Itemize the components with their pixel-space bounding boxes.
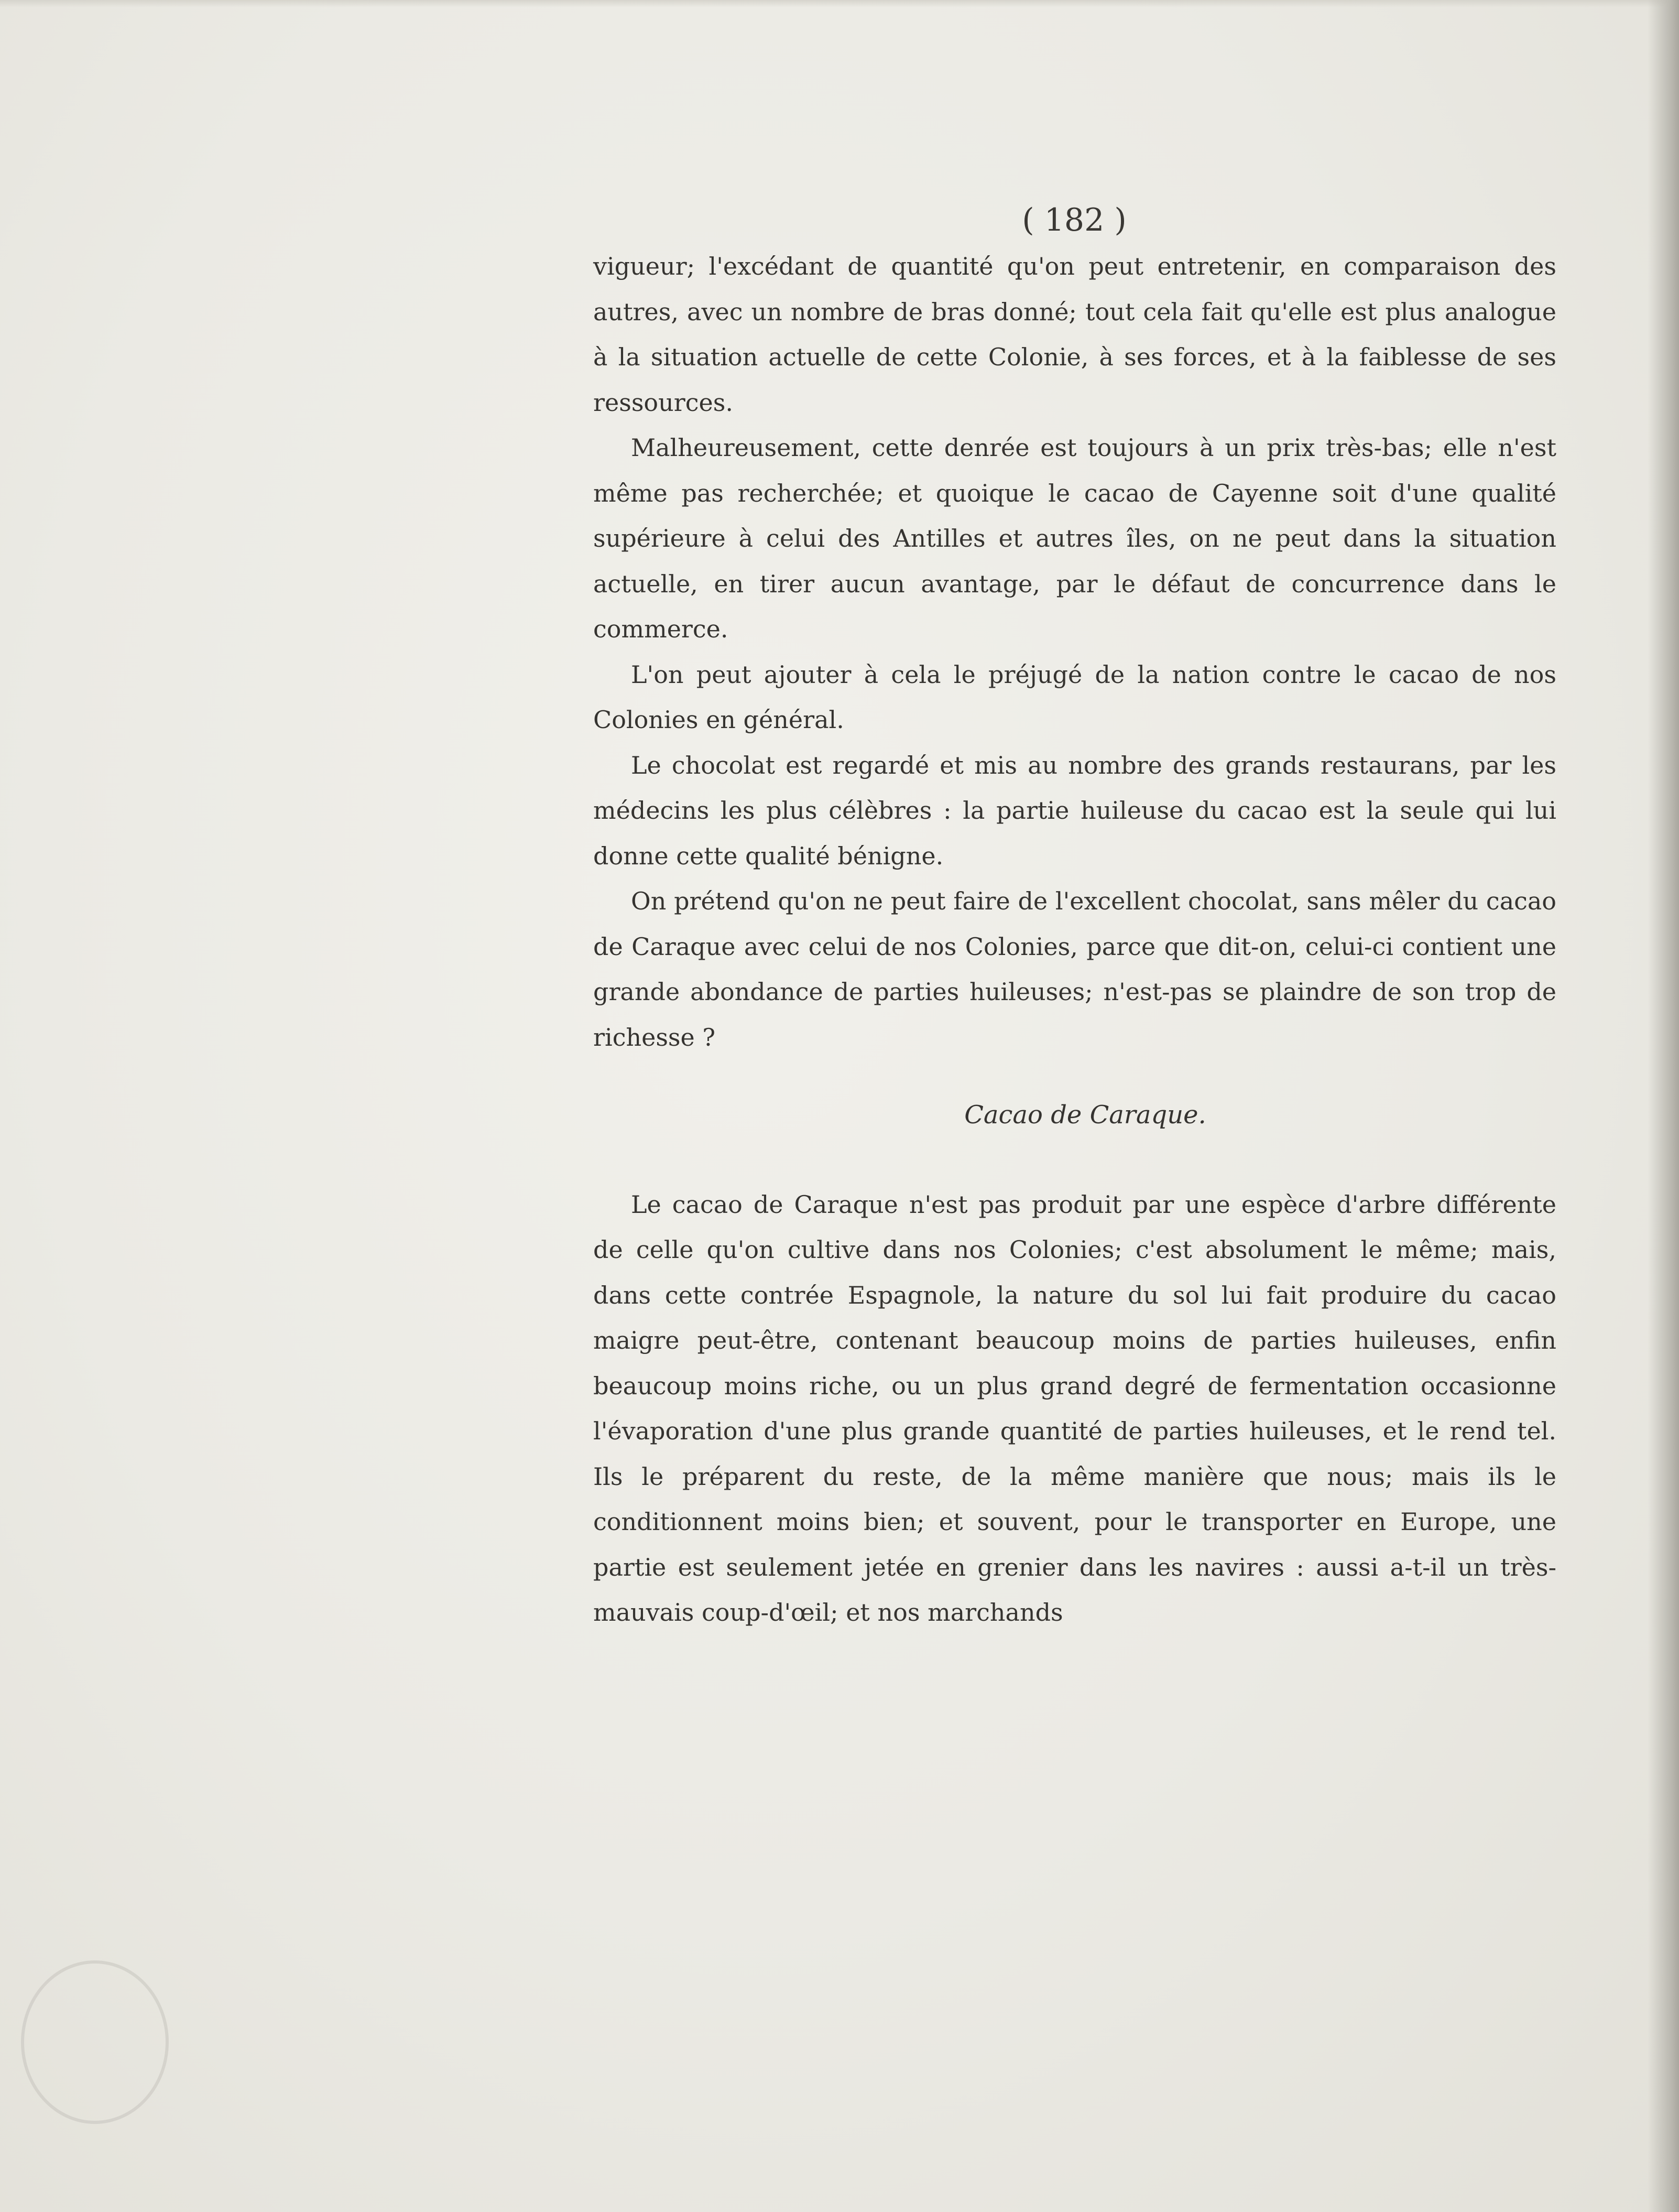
body-text <box>593 244 1556 1635</box>
paragraph-prejudice: L'on peut ajouter à cela le préjugé de la nation contre le cacao de nos Colonies en général. <box>593 660 1556 734</box>
paragraph-continuation: vigueur; l'excédant de quantité qu'on peut entretenir, en comparaison des autres, avec un nombre de bras donné; tout cela fait qu'elle est plus analogue à la situation actuelle de cette Colonie, à ses forces, et à la faiblesse de ses ressources. <box>593 252 1556 417</box>
library-stamp-mark <box>21 1960 169 2124</box>
page-number: ( 182 ) <box>1022 202 1127 238</box>
binding-shadow <box>1648 0 1679 2212</box>
paragraph-caraque-cacao: Le cacao de Caraque n'est pas produit par une espèce d'arbre différente de celle qu'on cultive dans nos Colonies; c'est absolument le même; mais, dans cette contrée Espagnole, la nature du sol lui fait produire du cacao maigre peut-être, contenant beaucoup moins de parties huileuses, enfin beaucoup moins riche, ou un plus grand degré de fermentation occasionne l'évaporation d'une plus grande quantité de parties huileuses, et le rend tel. Ils le préparent du reste, de la même manière que nous; mais ils le conditionnent moins bien; et souvent, pour le transporter en Europe, une partie est seulement jetée en grenier dans les navires : aussi a-t-il un très-mauvais coup-d'œil; et nos marchands <box>593 1190 1556 1627</box>
paragraph-cacao-price: Malheureusement, cette denrée est toujours à un prix très-bas; elle n'est même pas recherchée; et quoique le cacao de Cayenne soit d'une qualité supérieure à celui des Antilles et autres îles, on ne peut dans la situation actuelle, en tirer aucun avantage, par le défaut de concurrence dans le commerce. <box>593 433 1556 643</box>
paragraph-chocolate: Le chocolat est regardé et mis au nombre des grands restaurans, par les médecins les plus célèbres : la partie huileuse du cacao est la seule qui lui donne cette qualité bénigne. <box>593 751 1556 870</box>
section-title: Cacao de Caraque. <box>964 1100 1206 1130</box>
page-top-edge <box>0 0 1679 7</box>
paragraph-excellent-chocolate: On prétend qu'on ne peut faire de l'excellent chocolat, sans mêler du cacao de Caraque avec celui de nos Colonies, parce que dit-on, celui-ci contient une grande abondance de parties huileuses; n'est-pas se plaindre de son trop de richesse ? <box>593 887 1556 1051</box>
